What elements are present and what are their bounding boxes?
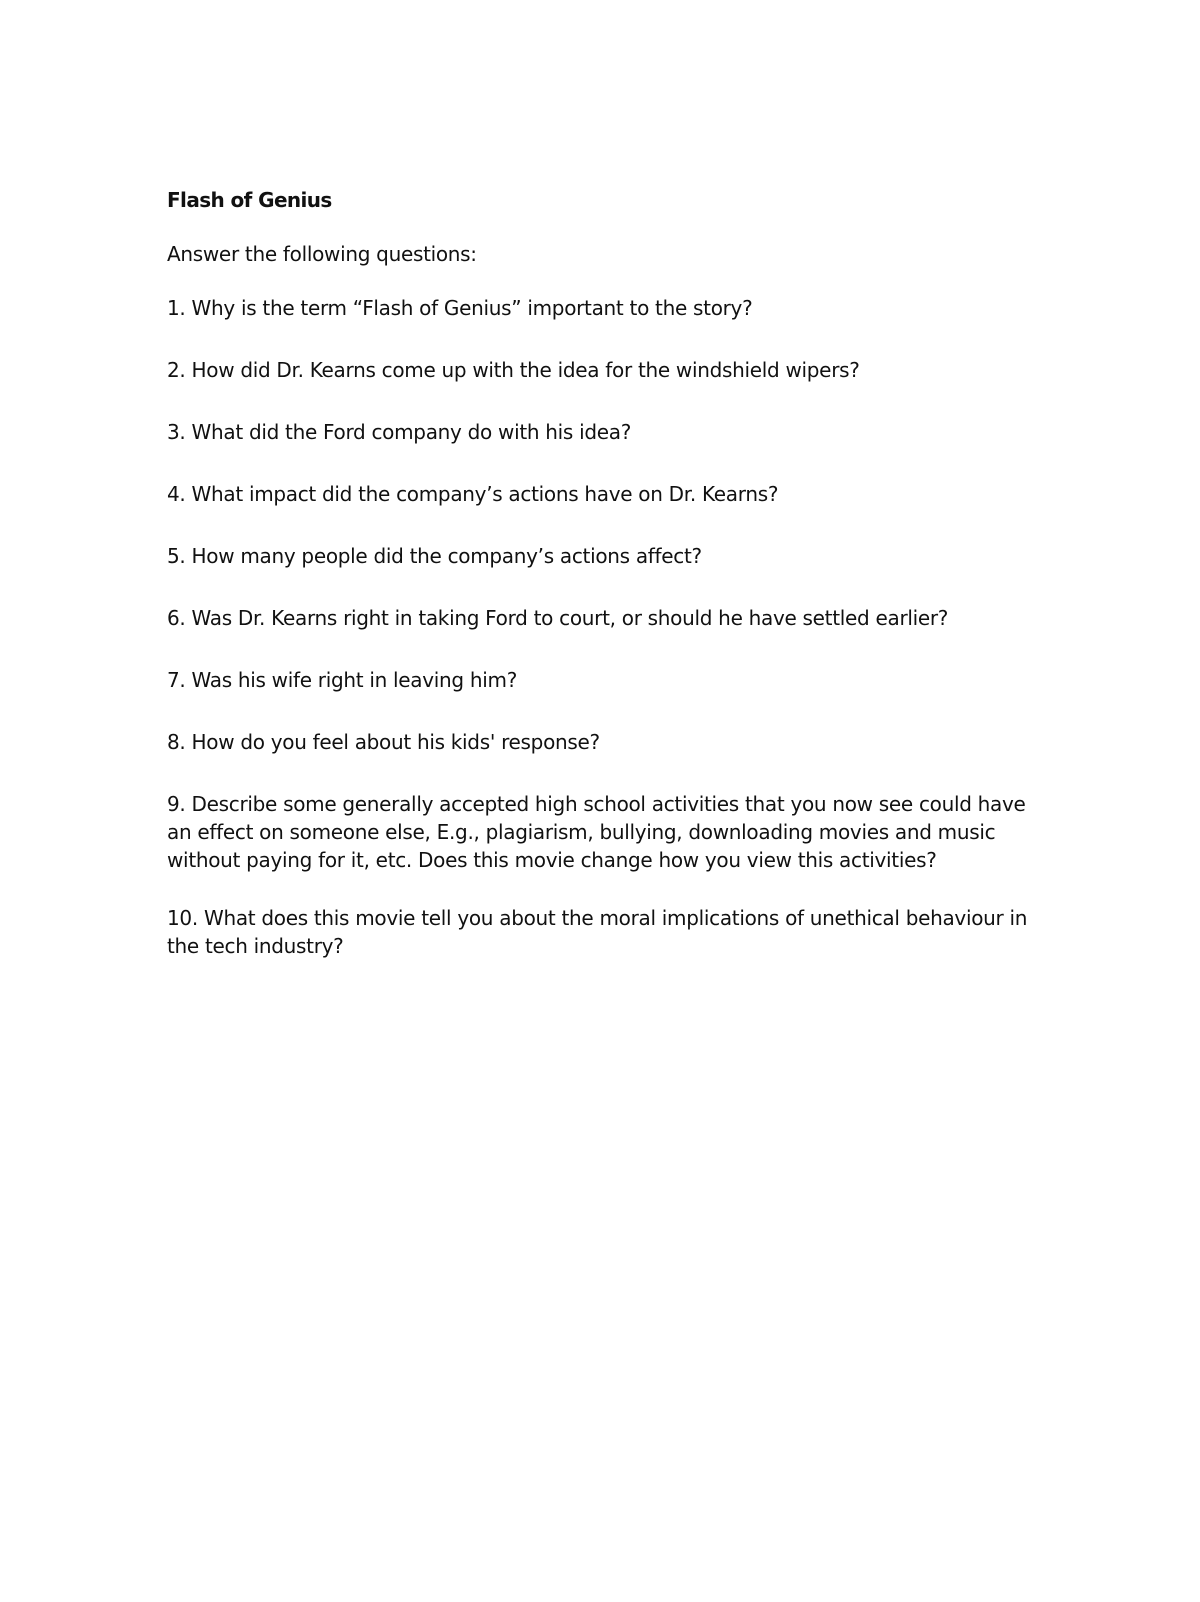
question-5: 5. How many people did the company’s actions affect? <box>167 544 702 568</box>
question-3: 3. What did the Ford company do with his idea? <box>167 420 632 444</box>
document-content <box>167 186 1047 990</box>
question-10: 10. What does this movie tell you about the moral implications of unethical behaviour in the tech industry? <box>167 906 1028 958</box>
question-list <box>167 294 1047 960</box>
question-4: 4. What impact did the company’s actions have on Dr. Kearns? <box>167 482 779 506</box>
question-7: 7. Was his wife right in leaving him? <box>167 668 518 692</box>
question-1: 1. Why is the term “Flash of Genius” important to the story? <box>167 296 753 320</box>
question-2: 2. How did Dr. Kearns come up with the idea for the windshield wipers? <box>167 358 860 382</box>
question-6: 6. Was Dr. Kearns right in taking Ford to court, or should he have settled earlier? <box>167 606 949 630</box>
question-9: 9. Describe some generally accepted high school activities that you now see could have an effect on someone else, E.g., plagiarism, bullying, downloading movies and music without paying for it, etc. Does this movie change how you view this activities? <box>167 792 1026 872</box>
document-title: Flash of Genius <box>167 188 332 212</box>
instructions-text: Answer the following questions: <box>167 242 477 266</box>
question-8: 8. How do you feel about his kids' response? <box>167 730 600 754</box>
